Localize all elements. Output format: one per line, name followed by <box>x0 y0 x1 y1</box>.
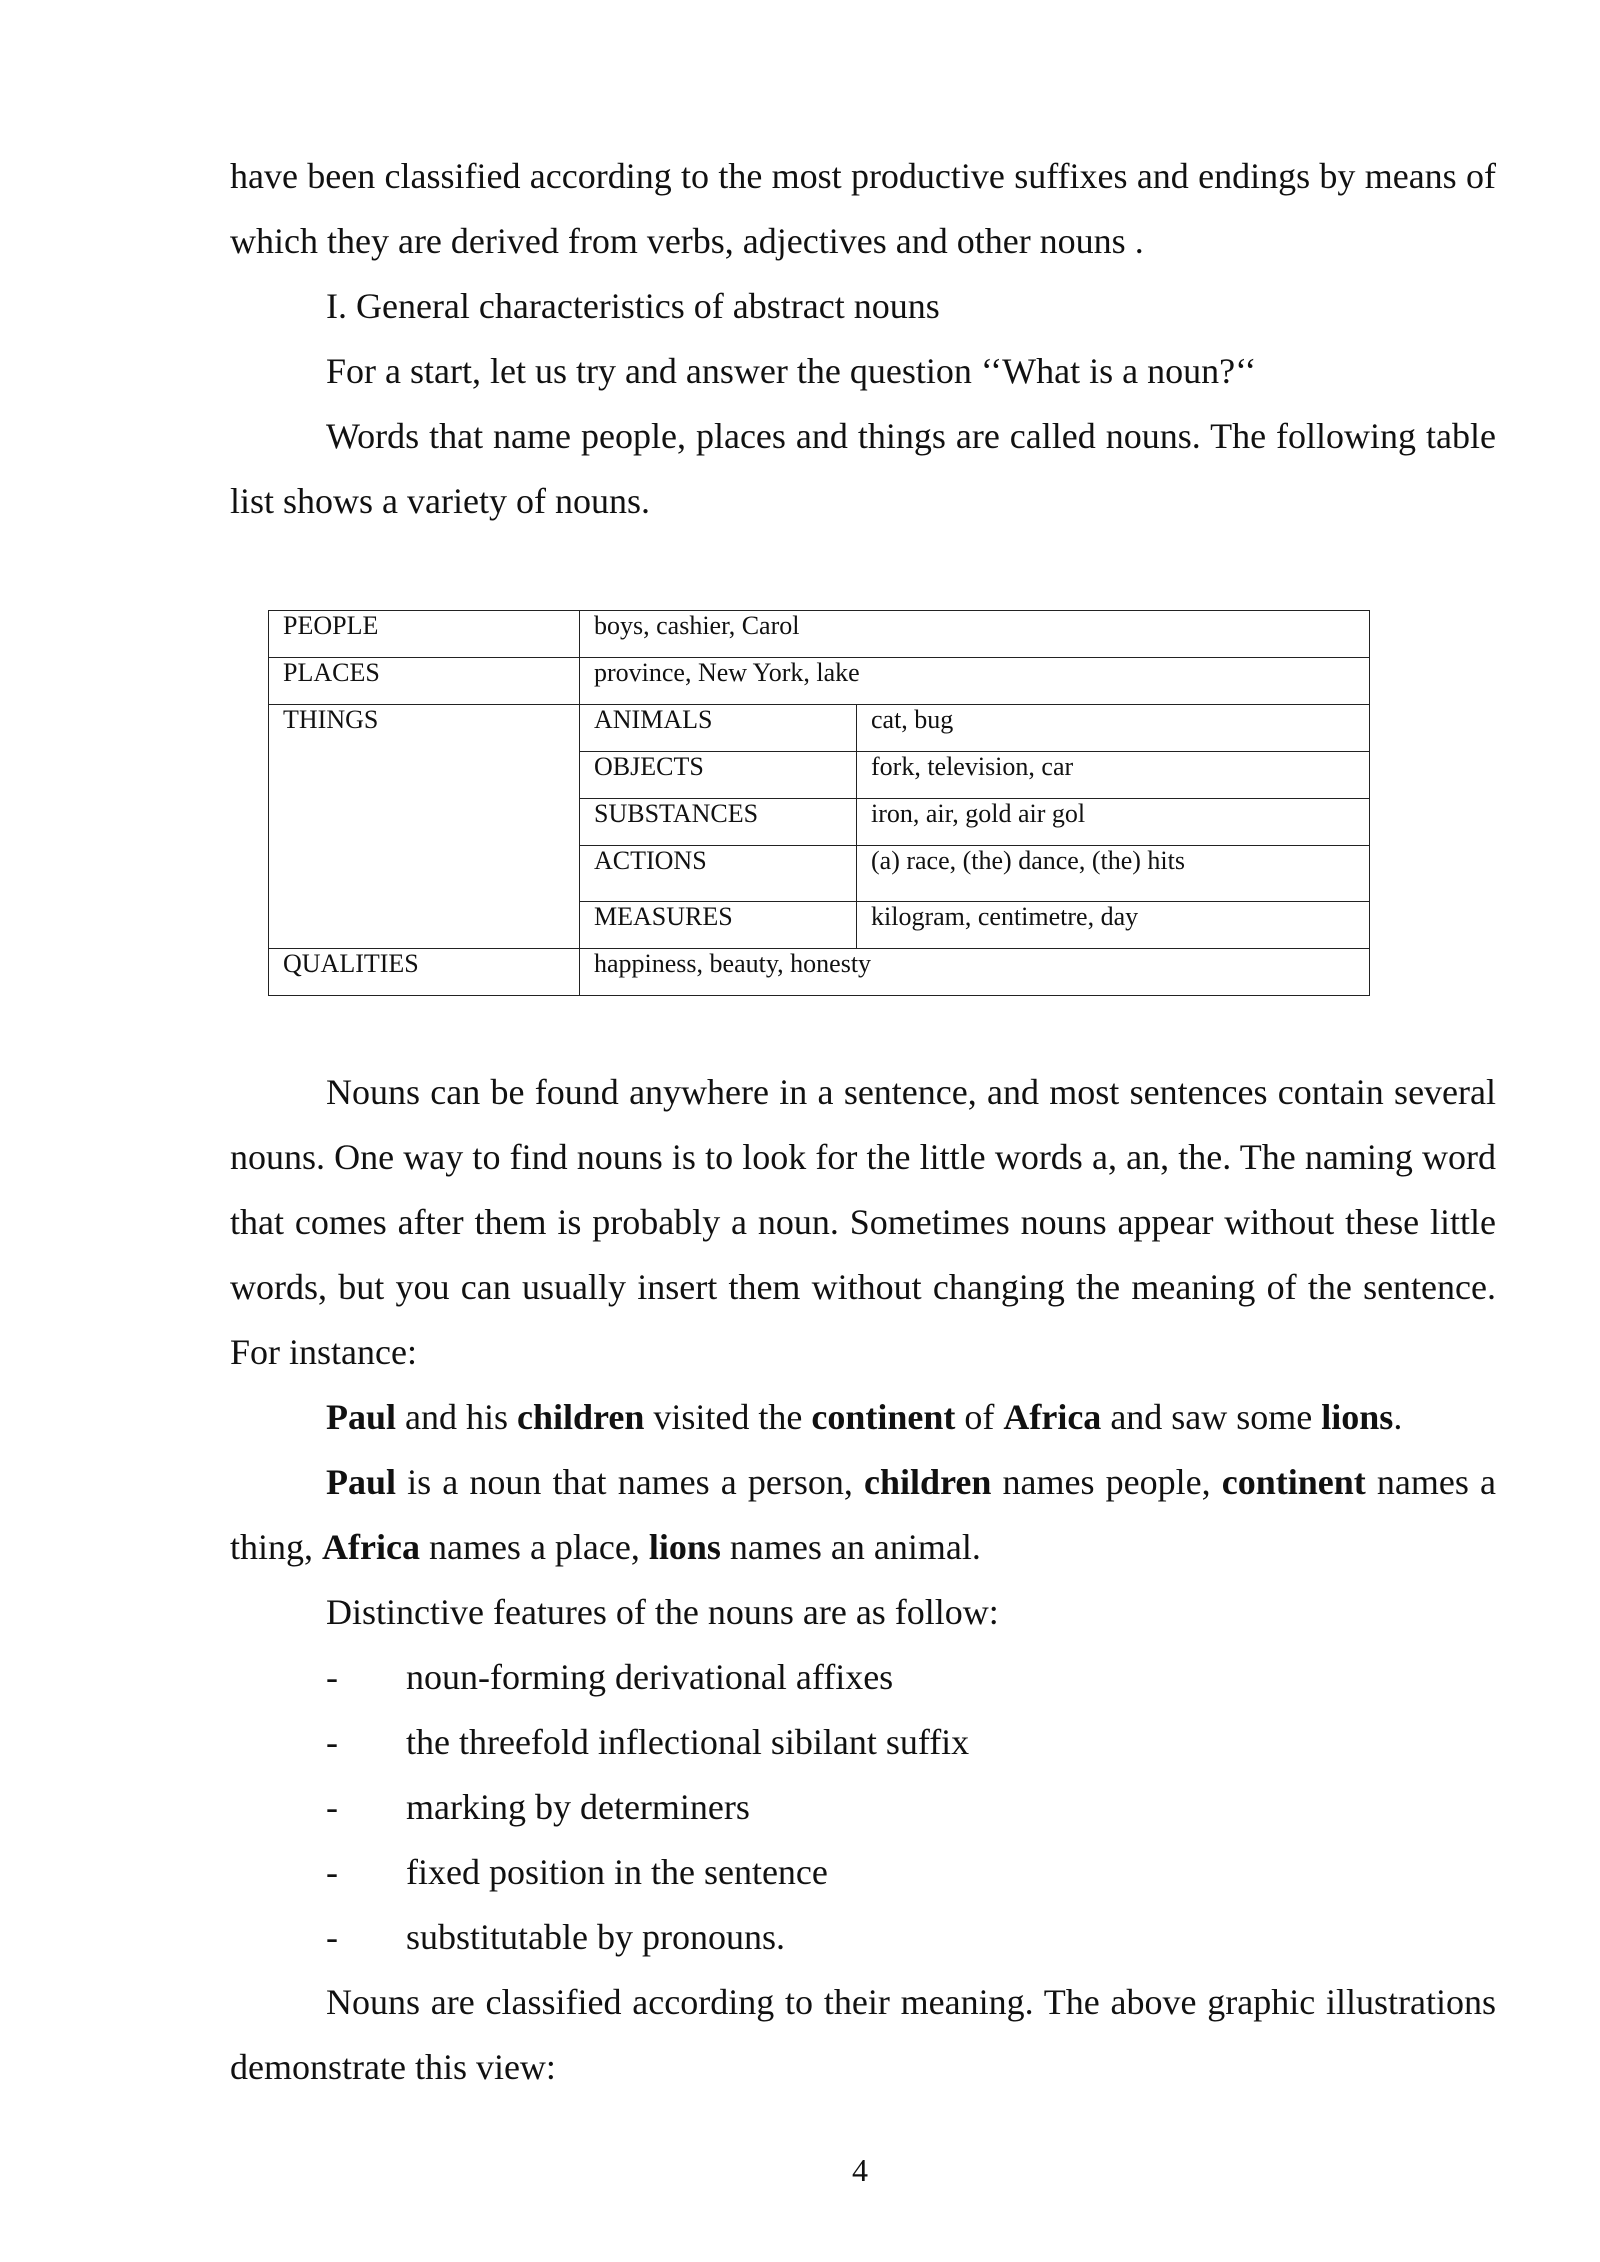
table-cell-examples: boys, cashier, Carol <box>580 611 1370 658</box>
table-cell-examples: (a) race, (the) dance, (the) hits <box>857 846 1370 902</box>
table-cell-examples: kilogram, centimetre, day <box>857 902 1370 949</box>
list-item-text: fixed position in the sentence <box>406 1852 828 1892</box>
list-item <box>230 1710 1496 1775</box>
table-cell-subcategory: MEASURES <box>580 902 857 949</box>
continued-paragraph: have been classified according to the most productive suffixes and endings by means of which they are derived from verbs, adjectives and other nouns . <box>230 156 1496 261</box>
example-noun: Africa <box>1003 1397 1102 1437</box>
closing-paragraph: Nouns are classified according to their meaning. The above graphic illustrations demonstrate this view: <box>230 1982 1496 2087</box>
example-text: of <box>955 1397 1004 1437</box>
noun-table-wrapper <box>268 610 1370 996</box>
section-heading: I. General characteristics of abstract nouns <box>326 286 940 326</box>
question-line: For a start, let us try and answer the question ‘‘What is a noun?‘‘ <box>326 351 1257 391</box>
explanation-noun: lions <box>648 1527 721 1567</box>
table-cell-examples: fork, television, car <box>857 752 1370 799</box>
explanation-text: names people, <box>991 1462 1222 1502</box>
definition-paragraph: Words that name people, places and things are called nouns. The following table list shows a variety of nouns. <box>230 416 1496 521</box>
table-cell-examples: province, New York, lake <box>580 658 1370 705</box>
explanation-noun: children <box>864 1462 992 1502</box>
table-cell-category: QUALITIES <box>269 949 580 996</box>
example-text: visited the <box>644 1397 812 1437</box>
table-cell-category: PEOPLE <box>269 611 580 658</box>
example-noun: continent <box>811 1397 956 1437</box>
body-section <box>230 1060 1496 2100</box>
table-cell-examples: iron, air, gold air gol <box>857 799 1370 846</box>
finding-nouns-paragraph: Nouns can be found anywhere in a sentence, and most sentences contain several nouns. One way to find nouns is to look for the little words a, an, the. The naming word that comes after them is probably a noun. Sometimes nouns appear without these little words, but you can usually insert them without changing the meaning of the sentence. For instance: <box>230 1072 1496 1372</box>
list-marker: - <box>326 1787 338 1827</box>
table-row <box>269 658 1370 705</box>
example-text: . <box>1393 1397 1403 1437</box>
list-item-text: substitutable by pronouns. <box>406 1917 785 1957</box>
table-cell-subcategory: ACTIONS <box>580 846 857 902</box>
explanation-noun: continent <box>1221 1462 1366 1502</box>
list-marker: - <box>326 1657 338 1697</box>
explanation-text: names a thing, <box>230 1462 1496 1567</box>
table-cell-examples: cat, bug <box>857 705 1370 752</box>
list-item <box>230 1775 1496 1840</box>
explanation-paragraph <box>230 1450 1496 1580</box>
example-noun: lions <box>1321 1397 1394 1437</box>
table-cell-category: THINGS <box>269 705 580 949</box>
table-row <box>269 949 1370 996</box>
list-item <box>230 1905 1496 1970</box>
example-noun: children <box>517 1397 645 1437</box>
list-item <box>230 1840 1496 1905</box>
list-marker: - <box>326 1722 338 1762</box>
table-cell-examples: happiness, beauty, honesty <box>580 949 1370 996</box>
table-row <box>269 705 1370 752</box>
table-cell-subcategory: ANIMALS <box>580 705 857 752</box>
list-marker: - <box>326 1917 338 1957</box>
table-cell-subcategory: OBJECTS <box>580 752 857 799</box>
noun-table <box>268 610 1370 996</box>
explanation-noun: Africa <box>322 1527 420 1567</box>
table-row <box>269 611 1370 658</box>
list-item-text: marking by determiners <box>406 1787 750 1827</box>
explanation-text: names an animal. <box>720 1527 981 1567</box>
example-text: and his <box>396 1397 518 1437</box>
page-number: 4 <box>852 2152 868 2188</box>
intro-section <box>230 144 1496 534</box>
table-cell-category: PLACES <box>269 658 580 705</box>
explanation-text: is a noun that names a person, <box>396 1462 865 1502</box>
explanation-noun: Paul <box>326 1462 397 1502</box>
list-marker: - <box>326 1852 338 1892</box>
list-item-text: the threefold inflectional sibilant suffix <box>406 1722 970 1762</box>
example-text: and saw some <box>1101 1397 1322 1437</box>
list-item <box>230 1645 1496 1710</box>
features-intro: Distinctive features of the nouns are as follow: <box>326 1592 999 1632</box>
example-sentence <box>230 1385 1496 1450</box>
example-noun: Paul <box>326 1397 397 1437</box>
explanation-text: names a place, <box>419 1527 649 1567</box>
features-list <box>230 1645 1496 1970</box>
table-cell-subcategory: SUBSTANCES <box>580 799 857 846</box>
list-item-text: noun-forming derivational affixes <box>406 1657 894 1697</box>
